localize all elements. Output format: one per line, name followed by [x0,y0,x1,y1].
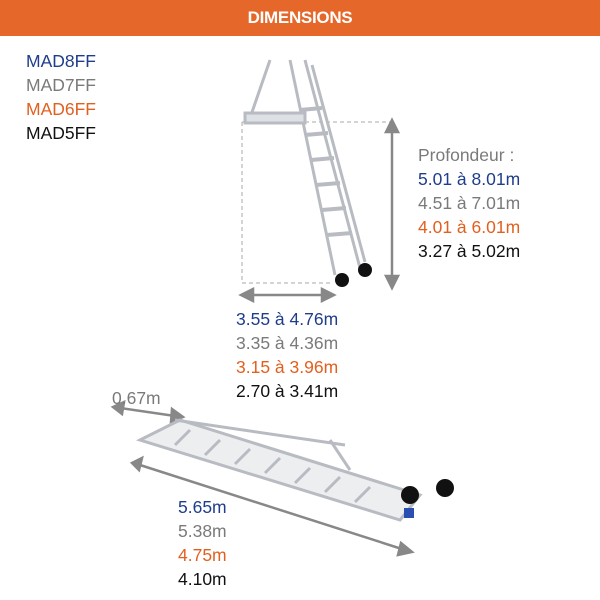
model-mad7ff: MAD7FF [26,75,96,95]
length-mad8ff: 5.65m [178,497,227,517]
model-mad8ff: MAD8FF [26,51,96,71]
depth-dimension [418,143,520,263]
dimensions-header: DIMENSIONS [0,0,600,36]
depth-mad8ff: 5.01 à 8.01m [418,169,521,189]
depth-mad7ff: 4.51 à 7.01m [418,193,521,213]
width-open-dimension [236,307,338,403]
ladder-upright-illustration [245,60,372,287]
width-mad6ff: 3.15 à 3.96m [236,357,339,377]
folded-width: 0.67m [112,388,161,408]
length-mad6ff: 4.75m [178,545,227,565]
model-mad5ff: MAD5FF [26,123,96,143]
length-mad7ff: 5.38m [178,521,227,541]
width-mad8ff: 3.55 à 4.76m [236,309,339,329]
dimension-guides [242,122,392,283]
folded-length-dimension [178,495,227,591]
width-mad5ff: 2.70 à 3.41m [236,381,339,401]
depth-mad5ff: 3.27 à 5.02m [418,241,521,261]
length-mad5ff: 4.10m [178,569,227,589]
width-mad7ff: 3.35 à 4.36m [236,333,339,353]
depth-mad6ff: 4.01 à 6.01m [418,217,521,237]
model-mad6ff: MAD6FF [26,99,96,119]
depth-label: Profondeur : [418,145,515,165]
